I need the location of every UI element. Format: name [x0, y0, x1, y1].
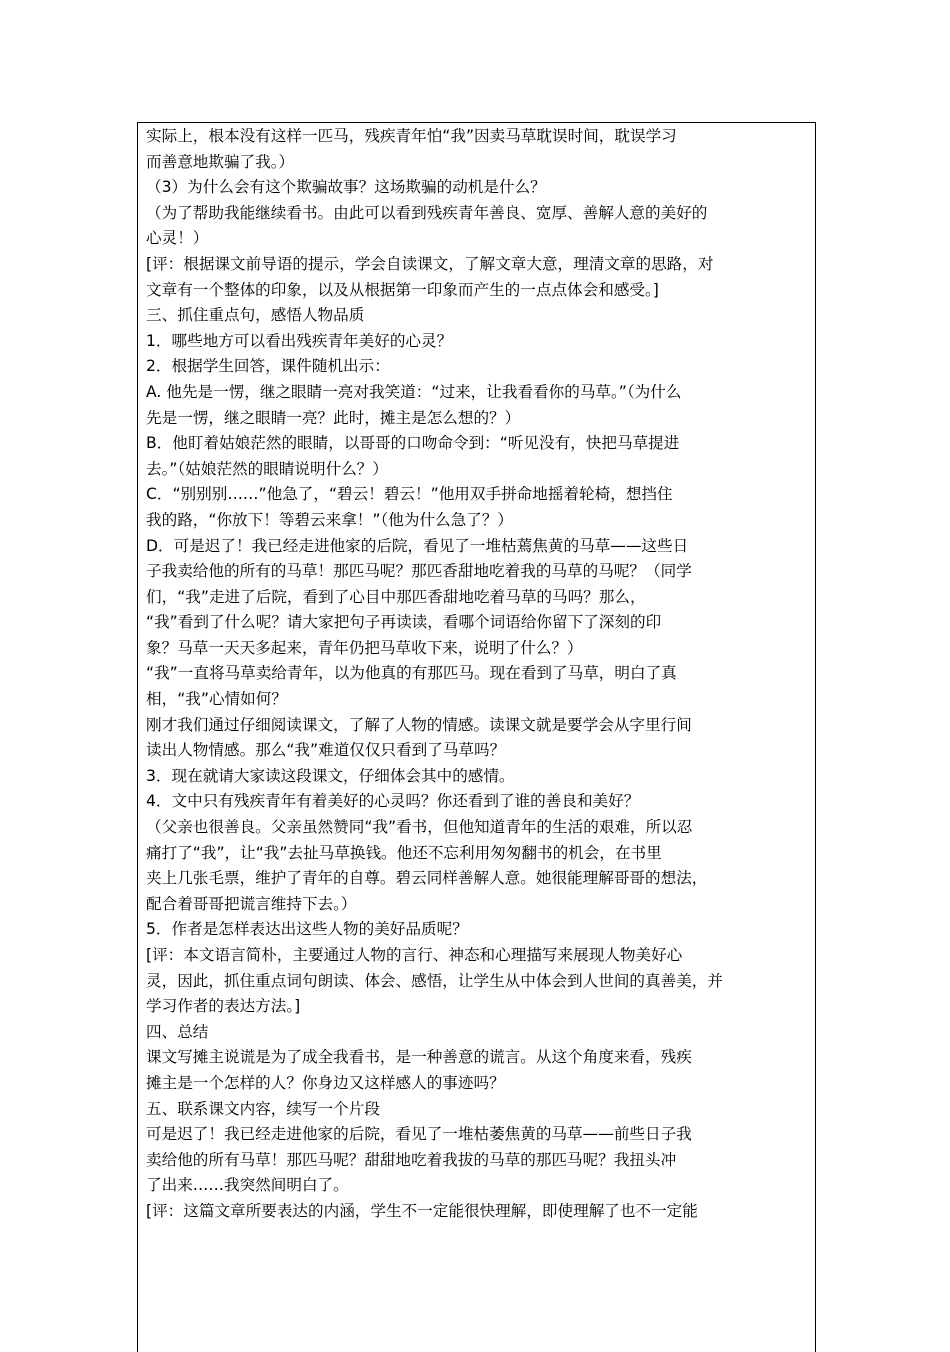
text-line: “我”一直将马草卖给青年，以为他真的有那匹马。现在看到了马草，明白了真 — [146, 664, 677, 683]
text-line: 摊主是一个怎样的人？你身边又这样感人的事迹吗？ — [146, 1073, 505, 1092]
text-line: 文章有一个整体的印象，以及从根据第一印象而产生的一点点体会和感受。] — [146, 280, 659, 299]
text-line: （为了帮助我能继续看书。由此可以看到残疾青年善良、宽厚、善解人意的美好的 — [146, 203, 708, 222]
text-line: 灵，因此，抓住重点词句朗读、体会、感悟，让学生从中体会到人世间的真善美，并 — [146, 971, 723, 990]
text-line: 四、总结 — [146, 1022, 209, 1041]
text-line: 子我卖给他的所有的马草！那匹马呢？那匹香甜地吃着我的马草的马呢？（同学 — [146, 562, 692, 581]
text-line: 心灵！） — [146, 229, 209, 248]
text-line: 五、联系课文内容，续写一个片段 — [146, 1099, 380, 1118]
text-line: 刚才我们通过仔细阅读课文，了解了人物的情感。读课文就是要学会从字里行间 — [146, 715, 692, 734]
text-line: D．可是迟了！我已经走进他家的后院，看见了一堆枯蔫焦黄的马草——这些日 — [146, 536, 689, 555]
text-line: 我的路，“你放下！等碧云来拿！”（他为什么急了？） — [146, 510, 514, 529]
text-line: 读出人物情感。那么“我”难道仅仅只看到了马草吗？ — [146, 741, 506, 760]
text-line: （3）为什么会有这个欺骗故事？这场欺骗的动机是什么？ — [146, 178, 546, 197]
text-line: 3．现在就请大家读这段课文，仔细体会其中的感情。 — [146, 766, 515, 785]
text-line: 相，“我”心情如何？ — [146, 690, 287, 709]
text-line: 配合着哥哥把谎言维持下去。） — [146, 894, 357, 913]
text-line: 痛打了“我”，让“我”去扯马草换钱。他还不忘利用匆匆翻书的机会，在书里 — [146, 843, 662, 862]
text-line: “我”看到了什么呢？请大家把句子再读读，看哪个词语给你留下了深刻的印 — [146, 613, 662, 632]
text-line: 4．文中只有残疾青年有着美好的心灵吗？你还看到了谁的善良和美好？ — [146, 792, 640, 811]
text-line: 三、抓住重点句，感悟人物品质 — [146, 306, 365, 325]
text-line: 学习作者的表达方法。] — [146, 997, 301, 1016]
text-line: 1．哪些地方可以看出残疾青年美好的心灵？ — [146, 331, 453, 350]
text-line: （父亲也很善良。父亲虽然赞同“我”看书，但他知道青年的生活的艰难，所以忍 — [146, 818, 693, 837]
text-line: 卖给他的所有马草！那匹马呢？甜甜地吃着我拔的马草的那匹马呢？我扭头冲 — [146, 1150, 677, 1169]
text-line: 可是迟了！我已经走进他家的后院，看见了一堆枯萎焦黄的马草——前些日子我 — [146, 1125, 692, 1144]
text-line: [评：本文语言简朴，主要通过人物的言行、神态和心理描写来展现人物美好心 — [146, 946, 683, 964]
text-line: 5．作者是怎样表达出这些人物的美好品质呢？ — [146, 920, 468, 939]
text-line: 去。”（姑娘茫然的眼睛说明什么？） — [146, 459, 388, 478]
text-line: 课文写摊主说谎是为了成全我看书，是一种善意的谎言。从这个角度来看，残疾 — [146, 1048, 692, 1067]
text-line: B．他盯着姑娘茫然的眼睛，以哥哥的口吻命令到：“听见没有，快把马草提进 — [146, 434, 680, 453]
text-line: 先是一愣，继之眼睛一亮？此时，摊主是怎么想的？） — [146, 408, 521, 427]
text-line: [评：这篇文章所要表达的内涵，学生不一定能很快理解，即使理解了也不一定能 — [146, 1201, 698, 1220]
text-line: A. 他先是一愣，继之眼睛一亮对我笑道：“过来，让我看看你的马草。”（为什么 — [146, 382, 682, 401]
text-line: [评：根据课文前导语的提示，学会自读课文，了解文章大意，理清文章的思路，对 — [146, 254, 714, 273]
text-line: 夹上几张毛票，维护了青年的自尊。碧云同样善解人意。她很能理解哥哥的想法， — [146, 869, 708, 888]
text-line: 2．根据学生回答，课件随机出示： — [146, 357, 390, 376]
text-line: C．“别别别……”他急了，“碧云！碧云！”他用双手拼命地摇着轮椅，想挡住 — [146, 485, 673, 504]
text-line: 象？马草一天天多起来，青年仍把马草收下来，说明了什么？） — [146, 638, 583, 657]
text-line: 们，“我”走进了后院，看到了心目中那匹香甜地吃着马草的马吗？那么， — [146, 587, 646, 606]
lesson-text-body — [146, 124, 812, 1225]
text-line: 了出来……我突然间明白了。 — [146, 1176, 349, 1195]
text-line: 而善意地欺骗了我。） — [146, 152, 295, 171]
text-line: 实际上，根本没有这样一匹马，残疾青年怕“我”因卖马草耽误时间，耽误学习 — [146, 127, 677, 145]
